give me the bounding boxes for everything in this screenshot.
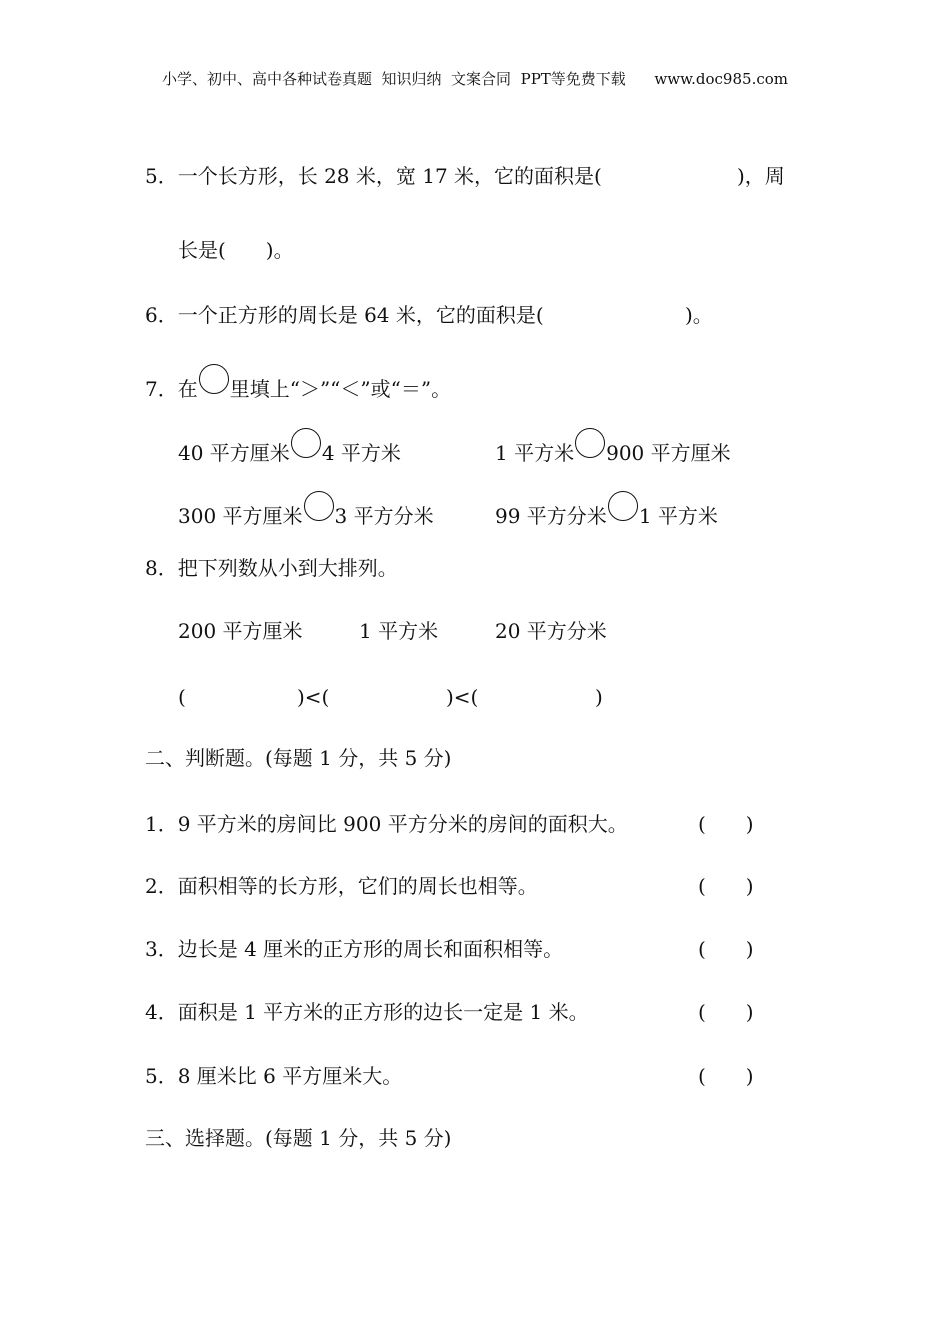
compare-circle-1[interactable] bbox=[291, 428, 321, 458]
compare-item-3 bbox=[178, 491, 434, 528]
judge-item-2: 2．面积相等的长方形，它们的周长也相等。 bbox=[145, 874, 538, 898]
question-5-text: 5．一个长方形，长 28 米，宽 17 米，它的面积是( bbox=[145, 164, 602, 188]
compare-item-2-left: 1 平方米 bbox=[495, 441, 575, 465]
question-7-instruction bbox=[145, 364, 451, 401]
question-5-line1 bbox=[145, 164, 602, 188]
judge-item-3: 3．边长是 4 厘米的正方形的周长和面积相等。 bbox=[145, 937, 564, 961]
ordering-lt-2: )<( bbox=[446, 685, 479, 709]
compare-item-4-right: 1 平方米 bbox=[638, 504, 718, 528]
compare-circle-example bbox=[199, 364, 229, 394]
judge-bracket-3[interactable]: ( ) bbox=[698, 937, 754, 961]
ordering-close-bracket: ) bbox=[595, 685, 603, 709]
judge-item-1: 1．9 平方米的房间比 900 平方分米的房间的面积大。 bbox=[145, 812, 628, 836]
question-8-value-3: 20 平方分米 bbox=[495, 619, 607, 643]
compare-item-4-left: 99 平方分米 bbox=[495, 504, 607, 528]
section-2-title: 二、判断题。(每题 1 分，共 5 分) bbox=[145, 746, 452, 770]
question-6-text: 6．一个正方形的周长是 64 米，它的面积是( bbox=[145, 303, 544, 327]
question-7-suffix: 里填上“＞”“＜”或“＝”。 bbox=[229, 377, 452, 401]
compare-circle-2[interactable] bbox=[575, 428, 605, 458]
question-5-line1-end: )，周 bbox=[737, 164, 785, 188]
compare-item-2 bbox=[495, 428, 731, 465]
judge-bracket-5[interactable]: ( ) bbox=[698, 1064, 754, 1088]
compare-item-4 bbox=[495, 491, 718, 528]
section-3-title: 三、选择题。(每题 1 分，共 5 分) bbox=[145, 1126, 452, 1150]
ordering-open-bracket: ( bbox=[178, 685, 186, 709]
compare-item-3-left: 300 平方厘米 bbox=[178, 504, 303, 528]
judge-item-5: 5．8 厘米比 6 平方厘米大。 bbox=[145, 1064, 403, 1088]
judge-bracket-1[interactable]: ( ) bbox=[698, 812, 754, 836]
compare-item-2-right: 900 平方厘米 bbox=[606, 441, 731, 465]
ordering-lt-1: )<( bbox=[297, 685, 330, 709]
compare-item-1-left: 40 平方厘米 bbox=[178, 441, 290, 465]
judge-bracket-2[interactable]: ( ) bbox=[698, 874, 754, 898]
compare-item-3-right: 3 平方分米 bbox=[334, 504, 434, 528]
question-7-prefix: 7．在 bbox=[145, 377, 198, 401]
compare-item-1-right: 4 平方米 bbox=[321, 441, 401, 465]
question-8-text: 8．把下列数从小到大排列。 bbox=[145, 556, 398, 580]
question-8-value-1: 200 平方厘米 bbox=[178, 619, 303, 643]
compare-item-1 bbox=[178, 428, 401, 465]
question-8-value-2: 1 平方米 bbox=[359, 619, 439, 643]
question-5-line2: 长是( )。 bbox=[178, 238, 294, 262]
judge-bracket-4[interactable]: ( ) bbox=[698, 1000, 754, 1024]
question-6-end: )。 bbox=[685, 303, 713, 327]
judge-item-4: 4．面积是 1 平方米的正方形的边长一定是 1 米。 bbox=[145, 1000, 589, 1024]
compare-circle-3[interactable] bbox=[304, 491, 334, 521]
compare-circle-4[interactable] bbox=[608, 491, 638, 521]
page-header: 小学、初中、高中各种试卷真题 知识归纳 文案合同 PPT等免费下载 www.doc985.com bbox=[161, 70, 788, 88]
